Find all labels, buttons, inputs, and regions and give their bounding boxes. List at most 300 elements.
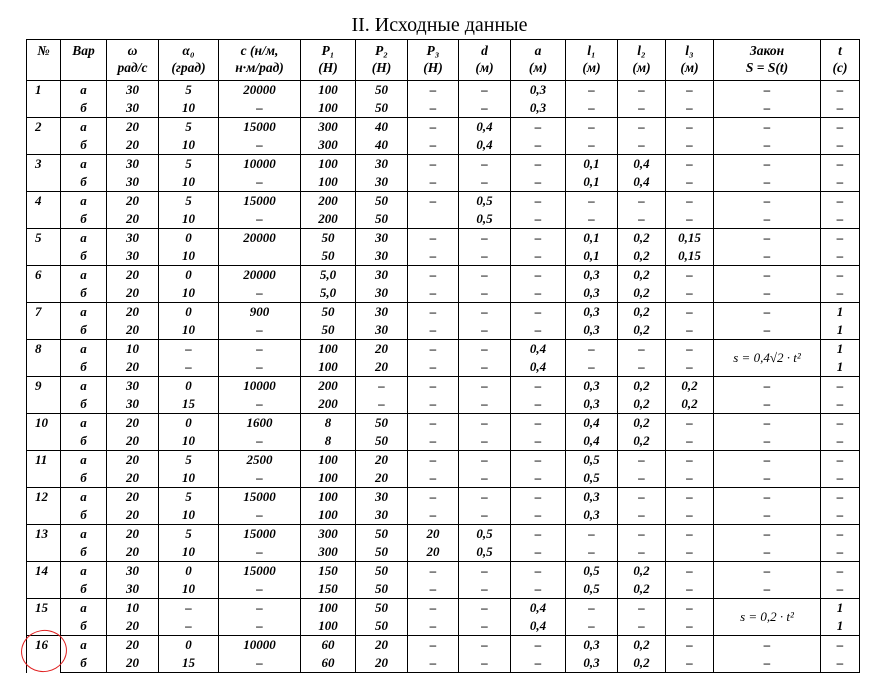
data-cell: – (666, 506, 714, 525)
table-row (27, 414, 860, 433)
variant-cell: а (61, 118, 107, 137)
data-cell: 0,4 (618, 173, 666, 192)
data-cell: 20 (107, 414, 159, 433)
data-cell: 10 (159, 284, 219, 303)
data-cell: 10 (159, 321, 219, 340)
data-cell: – (408, 99, 459, 118)
data-cell: – (821, 229, 860, 248)
data-cell: 0,4 (618, 155, 666, 174)
variant-cell: а (61, 303, 107, 322)
data-cell: – (821, 488, 860, 507)
data-cell: – (714, 562, 821, 581)
variant-cell: б (61, 506, 107, 525)
column-header (821, 40, 860, 81)
table-row (27, 432, 860, 451)
data-cell: 0,3 (566, 266, 618, 285)
data-cell: 0,3 (566, 654, 618, 673)
data-cell: – (219, 617, 301, 636)
variant-cell: а (61, 599, 107, 618)
table-row (27, 247, 860, 266)
data-cell: 20 (107, 266, 159, 285)
data-cell: 900 (219, 303, 301, 322)
data-cell: – (219, 506, 301, 525)
data-cell: – (459, 247, 511, 266)
data-cell: – (511, 247, 566, 266)
data-cell: – (821, 525, 860, 544)
data-cell: 50 (301, 247, 356, 266)
data-cell: – (666, 636, 714, 655)
variant-cell: а (61, 155, 107, 174)
row-number: 2 (27, 118, 61, 155)
data-cell: – (459, 469, 511, 488)
data-cell: – (714, 303, 821, 322)
data-cell: 300 (301, 543, 356, 562)
data-cell: 15000 (219, 118, 301, 137)
data-cell: – (821, 81, 860, 100)
data-cell: – (219, 469, 301, 488)
data-cell: 0,1 (566, 155, 618, 174)
row-number: 6 (27, 266, 61, 303)
data-cell: – (821, 562, 860, 581)
data-cell: – (511, 414, 566, 433)
data-cell: – (666, 580, 714, 599)
column-header-label: t (838, 43, 842, 58)
data-cell: 10 (159, 210, 219, 229)
data-cell: 50 (301, 321, 356, 340)
data-cell: 0 (159, 377, 219, 396)
data-cell: 1 (821, 617, 860, 636)
data-cell: 15 (159, 395, 219, 414)
variant-cell: б (61, 247, 107, 266)
data-cell: – (511, 155, 566, 174)
data-cell: 0 (159, 266, 219, 285)
data-cell: – (459, 395, 511, 414)
data-cell: – (459, 580, 511, 599)
data-cell: 0,5 (459, 525, 511, 544)
data-cell: – (511, 562, 566, 581)
data-cell: – (408, 377, 459, 396)
column-header-unit: (м) (475, 60, 494, 75)
data-cell: 30 (356, 155, 408, 174)
data-cell: – (714, 654, 821, 673)
data-cell: 50 (356, 414, 408, 433)
data-cell: 100 (301, 81, 356, 100)
data-cell: 1 (821, 358, 860, 377)
data-cell: 20 (356, 451, 408, 470)
column-header-label: P₃ (426, 43, 440, 58)
column-header (27, 40, 61, 81)
row-number: 14 (27, 562, 61, 599)
table-row (27, 377, 860, 396)
data-cell: – (714, 451, 821, 470)
data-cell: 0,5 (459, 210, 511, 229)
data-cell: – (714, 636, 821, 655)
column-header-unit: (м) (582, 60, 601, 75)
data-cell: 0,4 (511, 617, 566, 636)
table-row (27, 580, 860, 599)
data-cell: 20 (107, 543, 159, 562)
data-cell: 0,4 (566, 414, 618, 433)
data-cell: 20 (107, 469, 159, 488)
data-cell: – (566, 118, 618, 137)
data-cell: – (666, 414, 714, 433)
data-cell: – (714, 414, 821, 433)
data-cell: – (821, 155, 860, 174)
table-row (27, 155, 860, 174)
variant-cell: б (61, 358, 107, 377)
data-cell: 20 (107, 118, 159, 137)
data-cell: – (511, 192, 566, 211)
column-header-label: a (534, 43, 542, 58)
variant-cell: а (61, 81, 107, 100)
column-header-label: P₁ (321, 43, 335, 58)
variant-cell: б (61, 284, 107, 303)
data-cell: – (459, 155, 511, 174)
data-cell: – (666, 469, 714, 488)
data-cell: – (459, 636, 511, 655)
data-cell: 0 (159, 636, 219, 655)
table-row (27, 118, 860, 137)
data-cell: 20 (107, 136, 159, 155)
table-row (27, 284, 860, 303)
data-cell: – (511, 136, 566, 155)
data-cell: 300 (301, 525, 356, 544)
data-cell: 0,3 (566, 395, 618, 414)
data-cell: – (219, 321, 301, 340)
data-cell: – (666, 192, 714, 211)
data-cell: 40 (356, 118, 408, 137)
data-cell: 100 (301, 155, 356, 174)
data-cell: – (219, 599, 301, 618)
data-cell: – (219, 543, 301, 562)
data-cell: – (666, 451, 714, 470)
variant-cell: б (61, 617, 107, 636)
data-cell: 30 (107, 580, 159, 599)
variant-cell: б (61, 99, 107, 118)
data-cell: 0,4 (511, 599, 566, 618)
data-cell: – (714, 229, 821, 248)
data-cell: 0,2 (618, 636, 666, 655)
data-cell: – (666, 617, 714, 636)
data-cell: – (714, 543, 821, 562)
row-number: 12 (27, 488, 61, 525)
row-number: 16 (27, 636, 61, 673)
data-cell: – (714, 580, 821, 599)
data-cell: – (714, 377, 821, 396)
data-cell: 20 (107, 654, 159, 673)
data-cell: 20 (107, 617, 159, 636)
data-cell: 20000 (219, 266, 301, 285)
data-cell: 30 (356, 229, 408, 248)
data-cell: 30 (107, 229, 159, 248)
data-cell: – (618, 599, 666, 618)
data-cell: 5 (159, 525, 219, 544)
table-row (27, 469, 860, 488)
row-number: 3 (27, 155, 61, 192)
data-cell: – (714, 469, 821, 488)
row-number: 9 (27, 377, 61, 414)
data-cell: 0,2 (618, 229, 666, 248)
data-cell: 100 (301, 506, 356, 525)
data-cell: – (408, 155, 459, 174)
data-cell: 100 (301, 617, 356, 636)
variant-cell: б (61, 654, 107, 673)
data-cell: 0,3 (511, 99, 566, 118)
data-cell: 0,2 (666, 395, 714, 414)
table-row (27, 303, 860, 322)
data-cell: 300 (301, 136, 356, 155)
data-cell: – (408, 395, 459, 414)
data-cell: – (618, 488, 666, 507)
data-cell (219, 247, 301, 266)
data-cell: – (666, 543, 714, 562)
variant-cell: а (61, 636, 107, 655)
data-cell: – (511, 636, 566, 655)
data-cell: – (618, 99, 666, 118)
table-row (27, 136, 860, 155)
data-cell: 30 (107, 173, 159, 192)
data-cell: 5 (159, 81, 219, 100)
data-cell: – (511, 525, 566, 544)
data-cell: – (618, 451, 666, 470)
data-cell: 0,4 (566, 432, 618, 451)
data-cell: 200 (301, 210, 356, 229)
data-cell: – (566, 617, 618, 636)
data-cell: 0 (159, 229, 219, 248)
data-cell: – (666, 599, 714, 618)
data-cell: – (511, 303, 566, 322)
table-row (27, 395, 860, 414)
data-cell: 0 (159, 303, 219, 322)
column-header-unit: (H) (423, 60, 443, 75)
table-row (27, 266, 860, 285)
data-cell: – (408, 617, 459, 636)
data-cell: – (459, 414, 511, 433)
data-cell: – (408, 599, 459, 618)
data-cell: 30 (356, 488, 408, 507)
data-cell: – (714, 192, 821, 211)
data-cell: 0,5 (566, 451, 618, 470)
data-cell: 20 (107, 506, 159, 525)
data-cell: – (459, 488, 511, 507)
data-cell: 20 (107, 210, 159, 229)
data-cell: 20 (356, 654, 408, 673)
data-cell: – (666, 136, 714, 155)
column-header-label: l₃ (685, 43, 694, 58)
data-cell: 0,5 (459, 192, 511, 211)
data-cell: – (511, 118, 566, 137)
data-cell: – (459, 599, 511, 618)
data-cell: 10 (107, 340, 159, 359)
data-cell: 0 (159, 414, 219, 433)
data-cell: – (459, 358, 511, 377)
column-header-label: l₁ (587, 43, 596, 58)
data-cell: 20 (356, 636, 408, 655)
data-cell: – (666, 358, 714, 377)
data-cell: – (219, 136, 301, 155)
data-cell: 10 (159, 506, 219, 525)
data-cell: 0,2 (618, 284, 666, 303)
data-cell: 15000 (219, 562, 301, 581)
data-cell: – (408, 266, 459, 285)
data-cell: 50 (356, 99, 408, 118)
data-cell: 0,3 (566, 636, 618, 655)
data-cell: 20 (107, 451, 159, 470)
data-cell: – (714, 210, 821, 229)
data-cell: 60 (301, 654, 356, 673)
data-cell: 200 (301, 377, 356, 396)
column-header-label: d (481, 43, 488, 58)
variant-cell: а (61, 488, 107, 507)
table-row (27, 99, 860, 118)
data-cell: – (459, 377, 511, 396)
table-row (27, 173, 860, 192)
data-cell: 10 (159, 469, 219, 488)
data-cell: 10 (159, 247, 219, 266)
data-cell: – (566, 543, 618, 562)
data-cell: – (666, 266, 714, 285)
data-cell: 10 (107, 599, 159, 618)
table-header (27, 40, 860, 81)
data-cell: – (666, 284, 714, 303)
data-cell: 20 (107, 192, 159, 211)
column-header-unit: (м) (632, 60, 651, 75)
data-cell: – (219, 358, 301, 377)
data-cell: – (714, 155, 821, 174)
data-cell: – (459, 340, 511, 359)
data-cell: – (666, 81, 714, 100)
data-cell: 0,2 (618, 432, 666, 451)
data-cell: – (714, 136, 821, 155)
data-cell: – (511, 395, 566, 414)
data-cell: – (566, 358, 618, 377)
data-cell: 20000 (219, 81, 301, 100)
data-cell: 0,3 (566, 303, 618, 322)
data-cell: 1 (821, 321, 860, 340)
data-cell: 5 (159, 192, 219, 211)
data-cell: – (408, 654, 459, 673)
data-cell: – (566, 340, 618, 359)
data-cell: – (618, 358, 666, 377)
data-cell: – (408, 358, 459, 377)
variant-cell: б (61, 469, 107, 488)
column-header-unit: (с) (832, 60, 848, 75)
data-cell: – (666, 562, 714, 581)
variant-cell: б (61, 321, 107, 340)
data-cell: 20 (107, 488, 159, 507)
data-cell: 0,1 (566, 229, 618, 248)
variant-cell: а (61, 562, 107, 581)
table-row (27, 543, 860, 562)
data-cell: – (408, 580, 459, 599)
page-title: II. Исходные данные (351, 14, 528, 36)
data-cell: – (566, 210, 618, 229)
data-cell: 10 (159, 432, 219, 451)
data-cell: – (408, 247, 459, 266)
data-cell: – (666, 118, 714, 137)
data-cell: – (618, 506, 666, 525)
table-row (27, 210, 860, 229)
data-cell: – (714, 506, 821, 525)
table-row (27, 562, 860, 581)
data-cell: – (714, 395, 821, 414)
data-cell: – (408, 81, 459, 100)
data-cell: 20000 (219, 229, 301, 248)
data-cell: – (511, 451, 566, 470)
data-cell: – (459, 451, 511, 470)
data-cell: 0,15 (666, 229, 714, 248)
data-cell: – (511, 321, 566, 340)
data-cell: 15 (159, 654, 219, 673)
data-cell: – (821, 377, 860, 396)
column-header-label: Закон (749, 43, 785, 58)
column-header (511, 40, 566, 81)
variant-cell: а (61, 192, 107, 211)
column-header (459, 40, 511, 81)
data-cell: 20 (356, 469, 408, 488)
data-cell: – (821, 506, 860, 525)
data-cell: 0,15 (666, 247, 714, 266)
data-cell: 50 (356, 432, 408, 451)
data-cell: 30 (356, 303, 408, 322)
data-cell: – (459, 99, 511, 118)
variant-cell: а (61, 414, 107, 433)
column-header-label: l₂ (637, 43, 646, 58)
column-header (618, 40, 666, 81)
table-row (27, 340, 860, 359)
column-header (301, 40, 356, 81)
data-cell: 5 (159, 451, 219, 470)
column-header-unit: (м) (680, 60, 699, 75)
data-cell: 30 (107, 247, 159, 266)
data-cell: – (408, 469, 459, 488)
data-cell: – (511, 266, 566, 285)
data-cell: – (821, 284, 860, 303)
data-cell: – (511, 488, 566, 507)
data-cell: – (618, 340, 666, 359)
data-cell: – (666, 340, 714, 359)
data-cell: – (459, 81, 511, 100)
column-header-label: Вар (72, 43, 95, 58)
data-cell: – (714, 525, 821, 544)
data-cell: – (511, 432, 566, 451)
data-cell: – (821, 173, 860, 192)
data-cell: – (159, 340, 219, 359)
variant-cell: а (61, 377, 107, 396)
data-cell: 20 (107, 358, 159, 377)
data-cell: – (821, 451, 860, 470)
data-cell: – (219, 99, 301, 118)
data-cell: – (408, 303, 459, 322)
data-cell: – (459, 654, 511, 673)
column-header (356, 40, 408, 81)
data-cell: – (459, 562, 511, 581)
data-cell: – (821, 543, 860, 562)
data-cell: – (666, 432, 714, 451)
data-cell: 0,2 (618, 321, 666, 340)
table-row (27, 321, 860, 340)
data-cell: 10 (159, 136, 219, 155)
row-number: 4 (27, 192, 61, 229)
data-cell: 30 (107, 81, 159, 100)
data-cell: – (618, 210, 666, 229)
data-cell: 0,3 (566, 506, 618, 525)
data-cell: 100 (301, 99, 356, 118)
data-cell: 20 (408, 525, 459, 544)
column-header (61, 40, 107, 81)
data-cell: 50 (356, 599, 408, 618)
data-cell: 30 (356, 284, 408, 303)
